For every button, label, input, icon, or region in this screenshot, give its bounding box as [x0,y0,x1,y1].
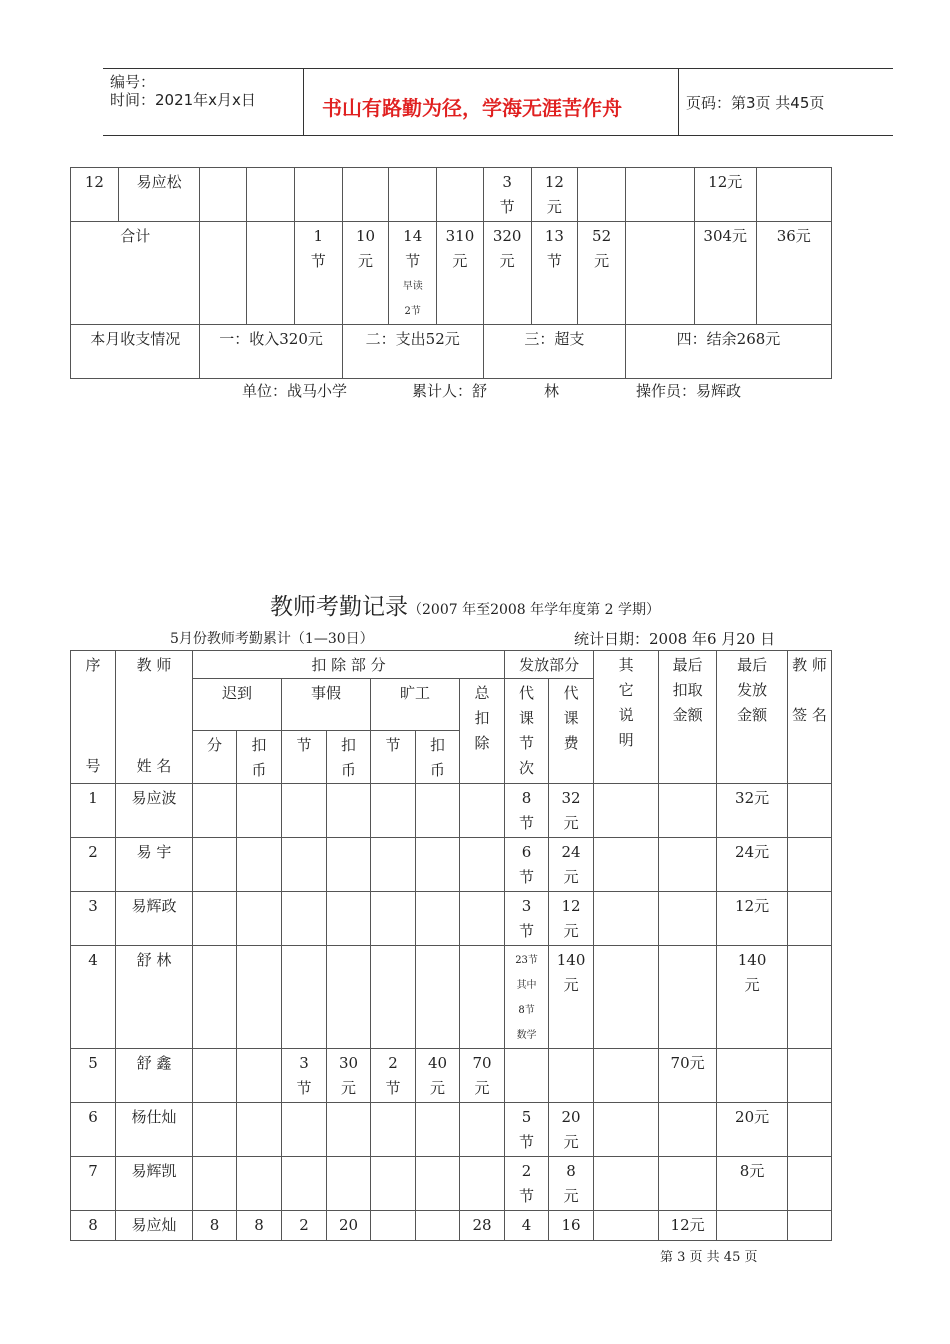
cell-total-deduct [460,838,505,892]
cell-final-pay: 8元 [717,1157,788,1211]
cell-leave-sec [282,784,327,838]
cell-total-deduct [460,1157,505,1211]
cell-sub-fee: 12 元 [549,892,594,946]
attendance-body [71,784,832,1241]
header-divider-left [303,68,304,136]
cell [625,222,694,325]
header-seq-bottom: 号 [85,757,101,775]
cell [247,222,295,325]
cell-late-coin [237,784,282,838]
cell-name: 易应波 [116,784,193,838]
header-teacher [116,651,193,784]
cell-leave-sec [282,1103,327,1157]
cell-other [594,892,659,946]
cell-sub-fee: 12 元 [531,168,578,222]
cell-no: 12 [71,168,119,222]
cell-absent-value: 14 节 [403,227,423,270]
cell [247,168,295,222]
header-coin-leave: 扣 币 [327,731,371,784]
cell-late-min [193,1049,237,1103]
cell-no: 3 [71,892,116,946]
cell-leave-sections: 1 节 [294,222,342,325]
header-absent: 旷工 [371,679,460,731]
cell-no: 4 [71,946,116,1049]
cell [389,168,437,222]
cell-leave-sec: 2 [282,1211,327,1241]
cell-signature [788,1103,832,1157]
caption-left: 5月份教师考勤累计（1—30日） [170,631,374,647]
cell-late-min [193,892,237,946]
cell-absent-sec [371,1157,416,1211]
cell-leave-coin [327,1103,371,1157]
summary-balance: 四：结余268元 [625,325,831,379]
cell-signature [788,784,832,838]
cell-final-pay: 20元 [717,1103,788,1157]
cell-absent-sec [371,1211,416,1241]
cell [294,168,342,222]
attendance-title [270,588,660,621]
cell-late-min [193,1103,237,1157]
cell-absent-coin: 40 元 [416,1049,460,1103]
footer-operator: 操作员：易辉政 [636,382,742,400]
cell-sub-sections: 4 [505,1211,549,1241]
cell-sub-fee: 16 [549,1211,594,1241]
table-row [71,1049,832,1103]
header-coin-absent: 扣 币 [416,731,460,784]
cell-late-coin [237,1157,282,1211]
header-seq-top: 序 [85,656,101,674]
cell-other [594,946,659,1049]
summary-expense: 二：支出52元 [342,325,483,379]
table-row [71,784,832,838]
header-row-1 [71,651,832,679]
cell-final-deduct: 12元 [659,1211,717,1241]
cell-leave-coin [327,946,371,1049]
cell-no: 7 [71,1157,116,1211]
header-sec-leave: 节 [282,731,327,784]
cell-final-pay: 36元 [756,222,832,325]
header-code-label: 编号： [110,73,156,91]
header-top-rule [103,68,893,69]
cell-absent-coin [416,1211,460,1241]
cell-sub-sections: 8 节 [505,784,549,838]
cell-sub-sections [505,946,549,1049]
cell-leave-coin [327,892,371,946]
cell-late-min [193,784,237,838]
cell-name: 易 宇 [116,838,193,892]
cell-leave-sec: 3 节 [282,1049,327,1103]
cell-no: 5 [71,1049,116,1103]
cell-absent-coin [416,1157,460,1211]
table-row [71,892,832,946]
cell-sub-sections: 3 节 [483,168,531,222]
attendance-title-sub: （2007 年至2008 年学年度第 2 学期） [408,602,660,618]
cell-sub-fee: 32 元 [549,784,594,838]
cell-other [594,1103,659,1157]
cell [756,168,832,222]
table-row [71,168,832,222]
header-leave: 事假 [282,679,371,731]
cell-late-min [193,838,237,892]
attendance-title-main: 教师考勤记录 [270,594,408,620]
cell-final-pay: 12元 [694,168,756,222]
summary-income: 一：收入320元 [200,325,342,379]
cell-final-deduct [659,784,717,838]
cell-sub-fee: 140 元 [549,946,594,1049]
cell-sub-fee: 20 元 [549,1103,594,1157]
cell-total-deduct: 320 元 [483,222,531,325]
header-sec-absent: 节 [371,731,416,784]
header-motto: 书山有路勤为径，学海无涯苦作舟 [322,96,622,120]
header-min: 分 [193,731,237,784]
cell [342,168,389,222]
cell-no: 8 [71,1211,116,1241]
cell-late-min [193,946,237,1049]
caption-right: 统计日期：2008 年6 月20 日 [574,630,776,648]
cell-absent-coin [416,946,460,1049]
cell-signature [788,946,832,1049]
summary-over: 三：超支 [483,325,625,379]
cell-absent-coins: 310 元 [437,222,484,325]
cell-final-pay [717,1049,788,1103]
cell-sub-fee [549,1049,594,1103]
cell-leave-sec [282,1157,327,1211]
header-final-deduct: 最后 扣取 金额 [659,651,717,784]
header-sub-fee: 代 课 费 [549,679,594,784]
cell-signature [788,892,832,946]
cell-total-deduct [460,892,505,946]
cell-absent-sec [371,892,416,946]
table-continuation [70,167,832,379]
cell-sub-note: 23节 其中 8节 数学 [515,955,538,1041]
cell-final-deduct [659,946,717,1049]
cell-absent-sec [371,784,416,838]
cell-leave-sec [282,892,327,946]
cell-name: 易辉凯 [116,1157,193,1211]
cell-signature [788,1049,832,1103]
cell-late-min [193,1157,237,1211]
cell-total-deduct: 28 [460,1211,505,1241]
cell-late-min: 8 [193,1211,237,1241]
header-total-deduct: 总 扣 除 [460,679,505,784]
cell-absent-coin [416,1103,460,1157]
cell-absent-note: 早读 2节 [402,281,423,317]
cell-leave-coin [327,838,371,892]
page-footer: 第 3 页 共 45 页 [660,1250,758,1265]
table-row [71,838,832,892]
footer-accumulator-2: 林 [544,382,560,400]
cell-late-coin: 8 [237,1211,282,1241]
cell-sub-sections: 3 节 [505,892,549,946]
cell-other [594,1049,659,1103]
cell [578,168,626,222]
cell-signature [788,1157,832,1211]
cell-name: 杨仕灿 [116,1103,193,1157]
cell-absent-sec [371,946,416,1049]
cell-leave-sec [282,838,327,892]
header-seq [71,651,116,784]
cell-absent-coin [416,838,460,892]
cell-sub-sections: 6 节 [505,838,549,892]
header-teacher-top: 教 师 [136,656,172,674]
footer-accumulator: 累计人：舒 [412,382,488,400]
header-teacher-bottom: 姓 名 [136,757,172,775]
header-pay: 发放部分 [505,651,594,679]
cell-signature [788,1211,832,1241]
table-row [71,946,832,1049]
cell-name: 易辉政 [116,892,193,946]
cell-absent-coin [416,892,460,946]
header-page-info: 页码：第3页 共45页 [686,94,825,112]
cell-final-deduct: 70元 [659,1049,717,1103]
cell-sub-sections: 13 节 [531,222,578,325]
cell-leave-coin [327,784,371,838]
cell-total-label: 合计 [71,222,200,325]
header-sign-top: 教 师 [792,656,827,674]
cell-other [594,784,659,838]
cell-final-pay: 24元 [717,838,788,892]
cell-leave-coin [327,1157,371,1211]
footer-unit: 单位：战马小学 [242,382,348,400]
header-other: 其 它 说 明 [594,651,659,784]
cell-name: 舒 鑫 [116,1049,193,1103]
cell-final-deduct [659,838,717,892]
header-deduct: 扣 除 部 分 [193,651,505,679]
cell-leave-coins: 10 元 [342,222,389,325]
cell-leave-coin: 20 [327,1211,371,1241]
cell-name: 易应松 [118,168,200,222]
cell-sub-fee: 8 元 [549,1157,594,1211]
cell-other [594,1157,659,1211]
cell-name: 舒 林 [116,946,193,1049]
cell-no: 2 [71,838,116,892]
cell-no: 1 [71,784,116,838]
header-coin-late: 扣 币 [237,731,282,784]
cell-final-deduct [659,892,717,946]
cell-final-pay [717,1211,788,1241]
cell-absent-sec: 2 节 [371,1049,416,1103]
header-divider-right [678,68,679,136]
cell-leave-sec [282,946,327,1049]
cell-sub-sections: 5 节 [505,1103,549,1157]
cell-final-deduct [659,1103,717,1157]
cell-absent-sec [371,1103,416,1157]
table-row-summary [71,325,832,379]
cell-final-deduct [659,1157,717,1211]
cell-final-pay: 12元 [717,892,788,946]
cell-leave-coin: 30 元 [327,1049,371,1103]
cell-final-pay: 32元 [717,784,788,838]
header-sub-sections: 代 课 节 次 [505,679,549,784]
cell [625,168,694,222]
cell-absent-sec [371,838,416,892]
cell-sub-fee: 24 元 [549,838,594,892]
header-late: 迟到 [193,679,282,731]
table-row [71,1157,832,1211]
cell-sub-sections [505,1049,549,1103]
cell-total-deduct [460,1103,505,1157]
header-sign [788,651,832,784]
cell-total-deduct: 70 元 [460,1049,505,1103]
cell-absent-coin [416,784,460,838]
table-row [71,1103,832,1157]
header-time-label: 时间：2021年x月x日 [110,91,256,109]
header-sign-bottom: 签 名 [792,706,827,724]
cell-other [594,1211,659,1241]
cell-sub-sections: 2 节 [505,1157,549,1211]
cell-name: 易应灿 [116,1211,193,1241]
cell-late-coin [237,892,282,946]
table-row [71,1211,832,1241]
cell-total-deduct [460,946,505,1049]
table-row-total [71,222,832,325]
header-final-pay: 最后 发放 金额 [717,651,788,784]
cell [200,168,247,222]
cell-late-coin [237,1103,282,1157]
cell-total-deduct [460,784,505,838]
cell-final-pay: 140 元 [717,946,788,1049]
cell-absent-sections [389,222,437,325]
cell [200,222,247,325]
cell-signature [788,838,832,892]
summary-label: 本月收支情况 [71,325,200,379]
cell-sub-fee: 52 元 [578,222,626,325]
cell-late-coin [237,838,282,892]
cell [437,168,484,222]
cell-final-deduct: 304元 [694,222,756,325]
header-bottom-rule [103,135,893,136]
attendance-table [70,650,832,1241]
cell-other [594,838,659,892]
cell-no: 6 [71,1103,116,1157]
cell-late-coin [237,1049,282,1103]
cell-late-coin [237,946,282,1049]
